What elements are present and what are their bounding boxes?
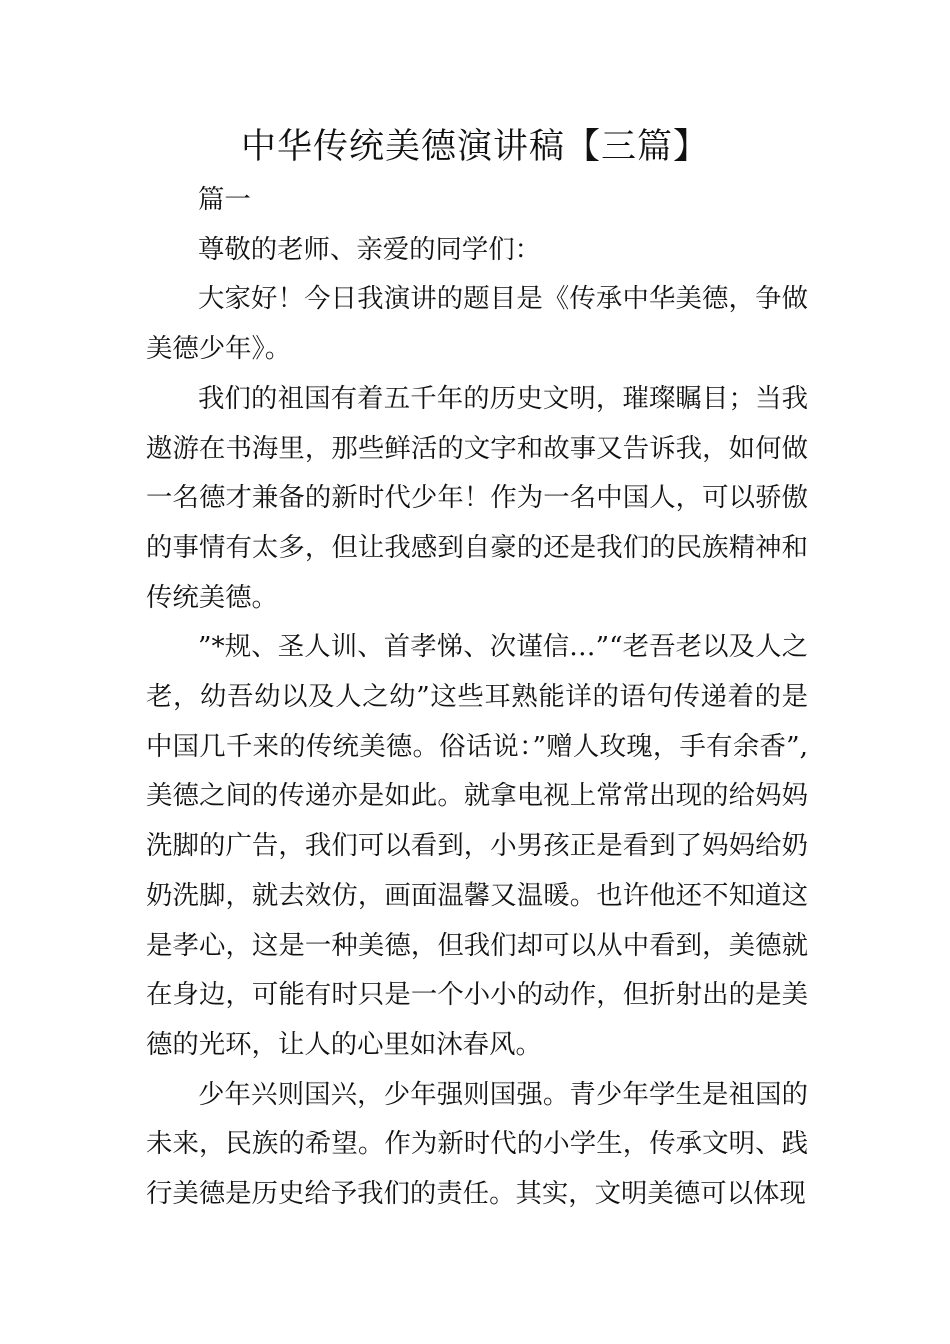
document-body — [146, 175, 808, 1219]
section-label: 篇一 — [198, 184, 251, 215]
paragraph-history: 我们的祖国有着五千年的历史文明，璀璨瞩目；当我遨游在书海里，那些鲜活的文字和故事又告诉我，如何做一名德才兼备的新时代少年！作为一名中国人，可以骄傲的事情有太多，但让我感到自豪的还是我们的民族精神和传统美德。 — [146, 382, 808, 613]
paragraph-salutation: 尊敬的老师、亲爱的同学们： — [198, 233, 542, 265]
paragraph-classics: ”*规、圣人训、首孝悌、次谨信…”“老吾老以及人之老，幼吾幼以及人之幼”这些耳熟能详的语句传递着的是中国几千来的传统美德。俗话说：”赠人玫瑰，手有余香”,美德之间的传递亦是如此。就拿电视上常常出现的给妈妈洗脚的广告，我们可以看到，小男孩正是看到了妈妈给奶奶洗脚，就去效仿，画面温馨又温暖。也许他还不知道这是孝心，这是一种美德，但我们却可以从中看到，美德就在身边，可能有时只是一个小小的动作，但折射出的是美德的光环，让人的心里如沐春风。 — [146, 631, 808, 1060]
document-title: 中华传统美德演讲稿【三篇】 — [240, 127, 709, 167]
paragraph-greeting: 大家好！今日我演讲的题目是《传承中华美德，争做美德少年》。 — [146, 283, 808, 365]
paragraph-youth: 少年兴则国兴，少年强则国强。青少年学生是祖国的未来，民族的希望。作为新时代的小学生，传承文明、践行美德是历史给予我们的责任。其实，文明美德可以体现 — [146, 1078, 808, 1210]
